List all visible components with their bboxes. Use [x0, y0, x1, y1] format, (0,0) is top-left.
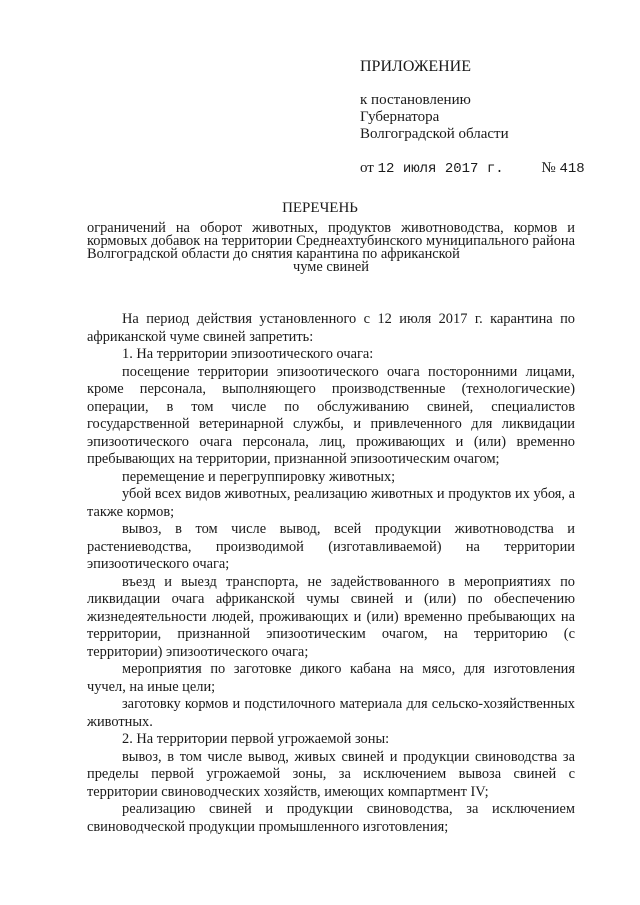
paragraph-section-1: 1. На территории эпизоотического очага:: [122, 346, 374, 362]
paragraph-boar: мероприятия по заготовке дикого кабана на мясо, для изготовления чучел, на иные цели;: [87, 661, 575, 695]
decree-number: 418: [559, 161, 585, 177]
document-title: ПЕРЕЧЕНЬ: [282, 200, 358, 216]
appendix-line-governor: Губернатора: [360, 109, 440, 125]
paragraph-feed: заготовку кормов и подстилочного материала для сельско-хозяйственных животных.: [87, 696, 575, 730]
paragraph-slaughter: убой всех видов животных, реализацию животных и продуктов их убоя, а также кормов;: [87, 486, 575, 520]
paragraph-sales: реализацию свиней и продукции свиноводства, за исключением свиноводческой продукции промышленного изготовления;: [87, 801, 575, 835]
paragraph-export: вывоз, в том числе вывод, всей продукции животноводства и растениеводства, производимой (изготавливаемой) на территории эпизоотического очага;: [87, 521, 575, 572]
paragraph-visits: посещение территории эпизоотического очага посторонними лицами, кроме персонала, выполняющего производственные (технологические) операции, в том числе по обслуживанию свиней, специалистов государственной ветеринарной службы, и привлеченного для ликвидации эпизоотического очага персонала, лиц, проживающих и (или) временно пребывающих на территории, признанной эпизоотическим очагом;: [87, 363, 575, 467]
paragraph-pig-export: вывоз, в том числе вывод, живых свиней и продукции свиноводства за пределы первой угрожаемой зоны, за исключением вывоза свиней с территории свиноводческих хозяйств, имеющих компартмент IV;: [87, 748, 575, 800]
paragraph-movement: перемещение и перегруппировку животных;: [122, 468, 396, 485]
subtitle-main: ограничений на оборот животных, продуктов животноводства, кормов и кормовых добавок на территории Среднеахтубинского муниципального района Волгоградской области до снятия карантина по африканской: [87, 220, 575, 262]
paragraph-transport: въезд и выезд транспорта, не задействованного в мероприятиях по ликвидации очага африканской чумы свиней и (или) по обеспечению жизнедеятельности людей, проживающих и (или) временно пребывающих на территории, признанной эпизоотическим очагом, на территорию (с территории) эпизоотического очага;: [87, 573, 575, 660]
paragraph-intro: На период действия установленного с 12 июля 2017 г. карантина по африканской чуме свиней запретить:: [87, 311, 575, 345]
appendix-block: [360, 58, 585, 178]
appendix-heading: ПРИЛОЖЕНИЕ: [360, 58, 472, 75]
document-subtitle: [87, 222, 575, 274]
date-prefix: от: [360, 160, 374, 176]
appendix-line-decree: к постановлению: [360, 92, 471, 108]
paragraph-section-2: 2. На территории первой угрожаемой зоны:: [122, 731, 390, 747]
document-body: [87, 311, 575, 836]
appendix-line-region: Волгоградской области: [360, 126, 509, 142]
decree-date: 12 июля 2017 г.: [377, 161, 504, 177]
number-sign: №: [541, 160, 556, 176]
subtitle-end: чуме свиней: [292, 259, 369, 275]
appendix-date-line: [360, 160, 585, 178]
